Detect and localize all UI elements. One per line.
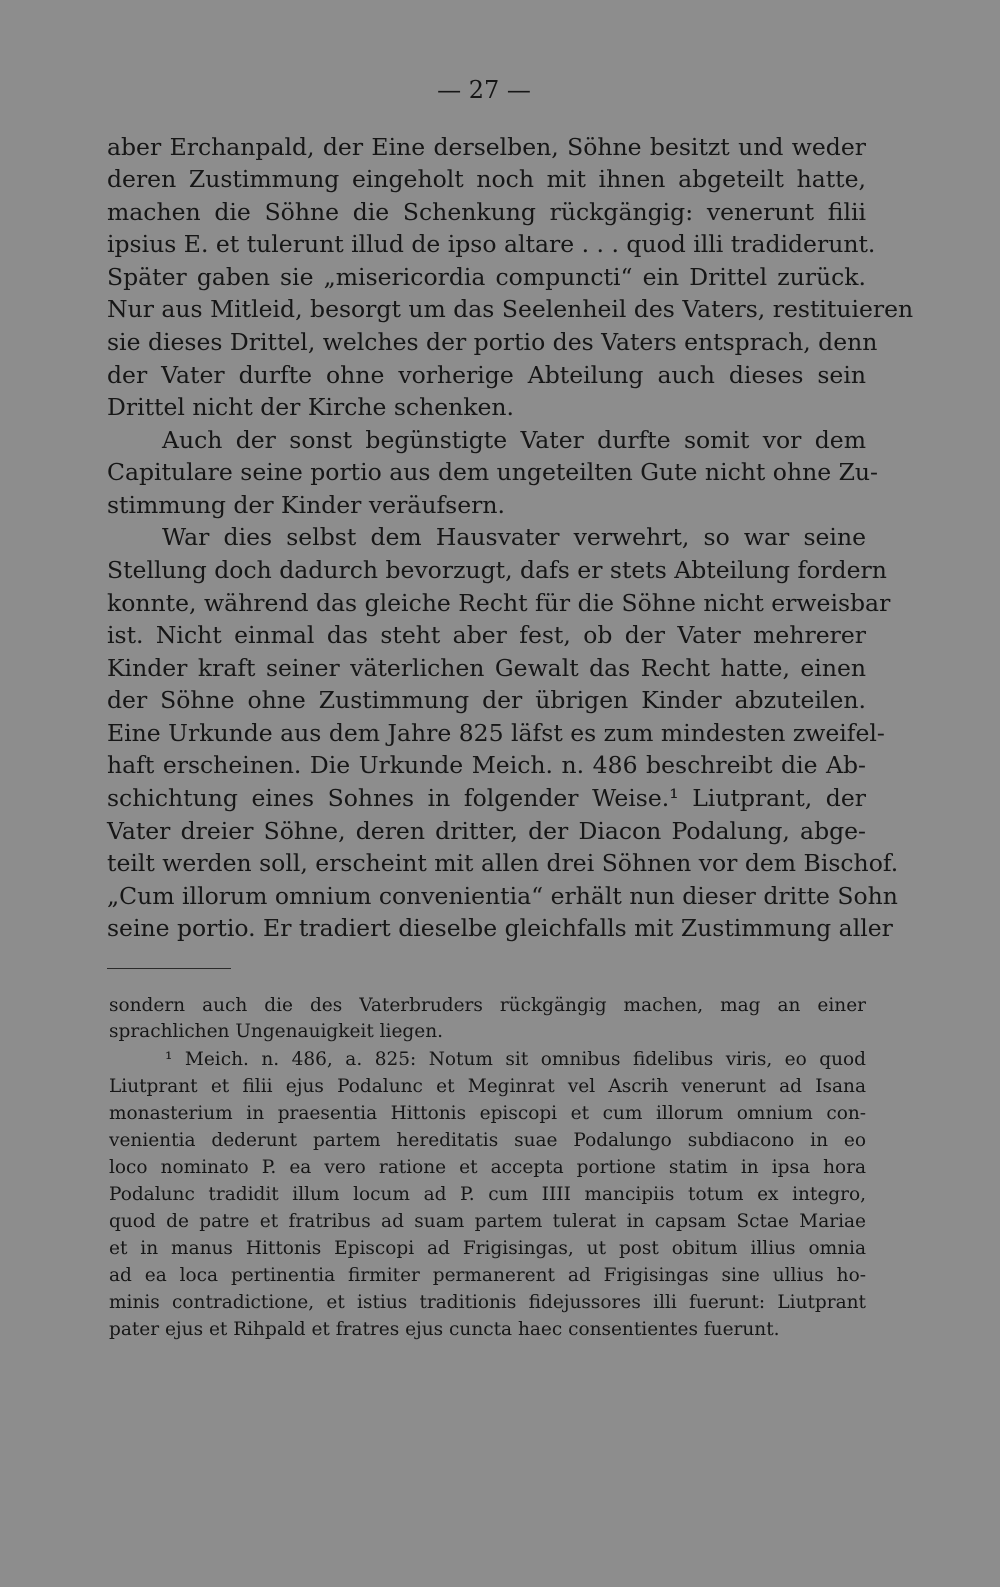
footnote-line: pater ejus et Rihpald et fratres ejus cuncta haec consentientes fuerunt.	[109, 1319, 780, 1340]
body-line: „Cum illorum omnium convenientia“ erhält nun dieser dritte Sohn	[107, 882, 898, 910]
footnote-separator	[107, 968, 231, 969]
body-line: deren Zustimmung eingeholt noch mit ihnen abgeteilt hatte,	[107, 165, 866, 193]
footnote-line: minis contradictione, et istius traditionis fidejussores illi fuerunt: Liutprant	[109, 1292, 866, 1313]
body-line: Nur aus Mitleid, besorgt um das Seelenheil des Vaters, restituieren	[107, 295, 914, 323]
footnote-line: quod de patre et fratribus ad suam partem tulerat in capsam Sctae Mariae	[109, 1211, 866, 1232]
body-line: ipsius E. et tulerunt illud de ipso altare . . . quod illi tradiderunt.	[107, 230, 876, 258]
footnote-line: et in manus Hittonis Episcopi ad Frigisingas, ut post obitum illius omnia	[109, 1238, 866, 1259]
body-line: Kinder kraft seiner väterlichen Gewalt das Recht hatte, einen	[107, 654, 866, 682]
body-line: Eine Urkunde aus dem Jahre 825 läfst es zum mindesten zweifel-	[107, 719, 885, 747]
body-line: ist. Nicht einmal das steht aber fest, ob der Vater mehrerer	[107, 621, 866, 649]
body-line: machen die Söhne die Schenkung rückgängig: venerunt filii	[107, 198, 866, 226]
footnote-line: sprachlichen Ungenauigkeit liegen.	[109, 1021, 444, 1042]
footnote-line: venientia dederunt partem hereditatis suae Podalungo subdiacono in eo	[109, 1130, 866, 1151]
body-line: sie dieses Drittel, welches der portio des Vaters entsprach, denn	[107, 328, 878, 356]
footnote-line: sondern auch die des Vaterbruders rückgängig machen, mag an einer	[109, 995, 866, 1016]
body-line: stimmung der Kinder veräufsern.	[107, 491, 505, 519]
body-line: Capitulare seine portio aus dem ungeteilten Gute nicht ohne Zu-	[107, 458, 878, 486]
body-line: der Vater durfte ohne vorherige Abteilung auch dieses sein	[107, 361, 866, 389]
footnote-line: loco nominato P. ea vero ratione et accepta portione statim in ipsa hora	[109, 1157, 866, 1178]
body-line: konnte, während das gleiche Recht für die Söhne nicht erweisbar	[107, 589, 891, 617]
footnote-line: ad ea loca pertinentia firmiter permanerent ad Frigisingas sine ullius ho-	[109, 1265, 866, 1286]
body-line: Auch der sonst begünstigte Vater durfte somit vor dem	[162, 426, 866, 454]
footnote-line: Podalunc tradidit illum locum ad P. cum IIII mancipiis totum ex integro,	[109, 1184, 866, 1205]
body-line: Stellung doch dadurch bevorzugt, dafs er stets Abteilung fordern	[107, 556, 887, 584]
body-line: teilt werden soll, erscheint mit allen drei Söhnen vor dem Bischof.	[107, 849, 899, 877]
body-line: Drittel nicht der Kirche schenken.	[107, 393, 515, 421]
footnote-line: ¹ Meich. n. 486, a. 825: Notum sit omnibus fidelibus viris, eo quod	[165, 1049, 866, 1070]
footnote-line: monasterium in praesentia Hittonis episcopi et cum illorum omnium con-	[109, 1103, 866, 1124]
body-line: der Söhne ohne Zustimmung der übrigen Kinder abzuteilen.	[107, 686, 866, 714]
body-line: schichtung eines Sohnes in folgender Weise.¹ Liutprant, der	[107, 784, 866, 812]
body-line: War dies selbst dem Hausvater verwehrt, so war seine	[162, 523, 866, 551]
footnote-line: Liutprant et filii ejus Podalunc et Meginrat vel Ascrih venerunt ad Isana	[109, 1076, 866, 1097]
page-number: — 27 —	[437, 76, 531, 104]
body-line: aber Erchanpald, der Eine derselben, Söhne besitzt und weder	[107, 133, 866, 161]
body-line: haft erscheinen. Die Urkunde Meich. n. 486 beschreibt die Ab-	[107, 751, 866, 779]
body-line: Vater dreier Söhne, deren dritter, der Diacon Podalung, abge-	[107, 817, 866, 845]
body-line: seine portio. Er tradiert dieselbe gleichfalls mit Zustimmung aller	[107, 914, 893, 942]
body-line: Später gaben sie „misericordia compuncti“ ein Drittel zurück.	[107, 263, 866, 291]
